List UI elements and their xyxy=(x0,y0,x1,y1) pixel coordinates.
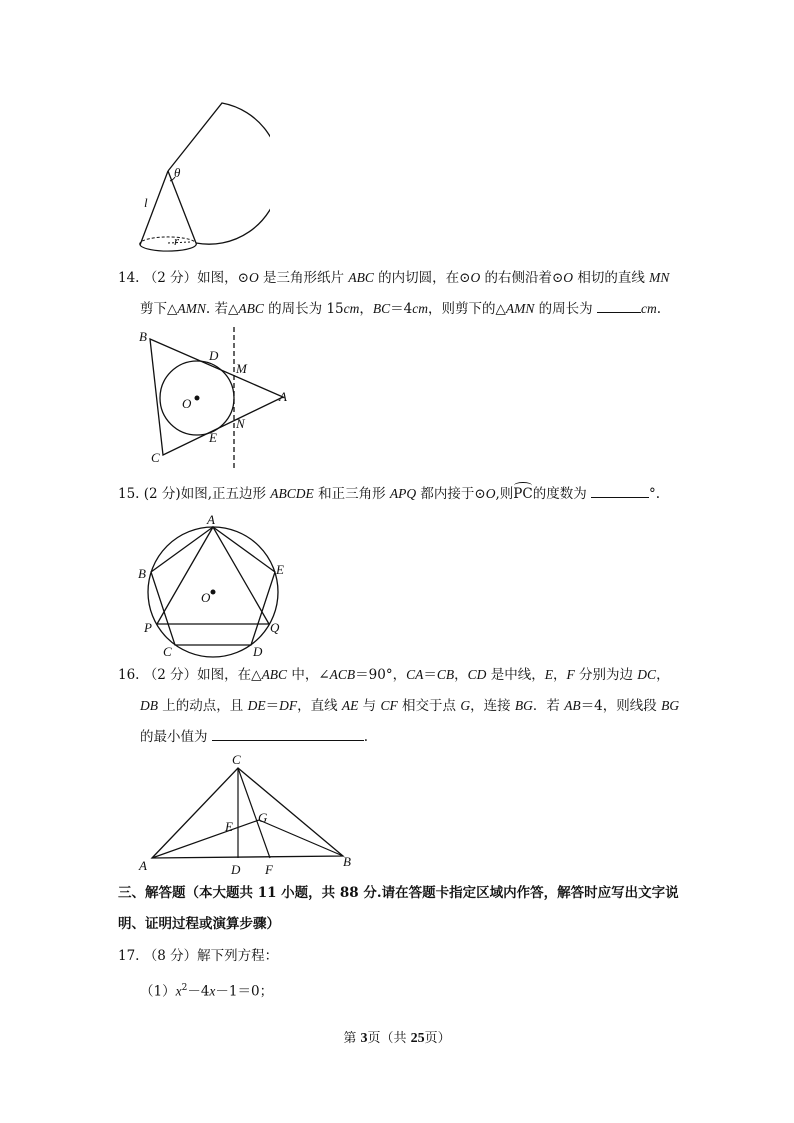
page-footer: 第 3页（共 25页） xyxy=(343,1031,451,1046)
page-number: 3 xyxy=(360,1031,368,1046)
q17-line1: 17. （8 分）解下列方程： xyxy=(118,948,279,964)
q15-line1: 15. (2 分)如图,正五边形 ABCDE 和正三角形 APQ 都内接于⊙O,则PC的度数为 °. xyxy=(118,486,661,502)
cone-base-front xyxy=(140,243,196,251)
label-A: A xyxy=(207,512,215,527)
pentagon-figure xyxy=(135,510,295,658)
section3-heading-line1: 三、解答题（本大题共 11 小题，共 88 分.请在答题卡指定区域内作答，解答时应写出文字说 xyxy=(118,885,679,901)
section3-heading-line2: 明、证明过程或演算步骤） xyxy=(118,916,280,932)
label-A: A xyxy=(279,389,287,404)
label-C: C xyxy=(151,450,160,465)
cone-base-back xyxy=(140,237,196,245)
q15-answer-blank[interactable] xyxy=(591,485,649,498)
center-dot xyxy=(195,396,200,401)
q14-number: 14. xyxy=(118,270,140,286)
label-O: O xyxy=(182,396,192,411)
q16-answer-blank[interactable] xyxy=(212,728,364,741)
right-triangle-figure xyxy=(135,750,365,880)
label-E: E xyxy=(209,430,217,445)
q16-line1: 16. （2 分）如图，在△ABC 中，∠ACB＝90°，CA＝CB，CD 是中线，E，F 分别为边 DC， xyxy=(118,667,670,683)
label-E: E xyxy=(276,562,284,577)
q16-number: 16. xyxy=(118,667,140,683)
q16-line3: 的最小值为 . xyxy=(140,729,369,745)
pentagon-ABCDE xyxy=(151,527,275,645)
triangle-ABC xyxy=(152,768,343,858)
label-C: C xyxy=(232,752,241,767)
cone-figure xyxy=(130,95,270,260)
label-G: G xyxy=(258,810,268,825)
cone-right-edge xyxy=(168,171,196,243)
label-B: B xyxy=(138,566,146,581)
arc-PC: PC xyxy=(513,486,533,502)
q15-score: (2 分) xyxy=(143,486,181,502)
q17-score: （8 分） xyxy=(143,948,198,964)
segment-BG xyxy=(259,820,343,856)
label-D: D xyxy=(231,862,241,877)
label-F: F xyxy=(265,862,273,877)
label-C: C xyxy=(163,644,172,658)
label-E: E xyxy=(225,819,233,834)
label-O: O xyxy=(201,590,211,605)
triangle-APQ xyxy=(157,527,269,624)
label-B: B xyxy=(139,329,147,344)
label-A: A xyxy=(139,858,147,873)
total-pages: 25 xyxy=(410,1031,425,1046)
q14-line1: 14. （2 分）如图，⊙O 是三角形纸片 ABC 的内切圆，在⊙O 的右侧沿着⊙O 相切的直线 MN xyxy=(118,270,670,286)
line-AE-to-G xyxy=(152,820,259,858)
label-r: r xyxy=(174,233,180,248)
incircle-figure xyxy=(135,325,295,470)
q16-line2: DB 上的动点，且 DE＝DF，直线 AE 与 CF 相交于点 G，连接 BG．若 AB＝4，则线段 BG xyxy=(140,698,680,714)
label-theta: θ xyxy=(174,165,181,180)
q17-part1: $(1)x^2-4x-1=0$； xyxy=(140,983,274,1000)
q14-answer-blank[interactable] xyxy=(597,300,641,313)
label-M: M xyxy=(236,361,247,376)
q14-line2: 剪下△AMN. 若△ABC 的周长为 15cm，BC＝4cm，则剪下的△AMN 的周长为 cm. xyxy=(140,301,662,317)
sector-outline xyxy=(168,103,270,244)
label-N: N xyxy=(236,416,245,431)
q15-number: 15. xyxy=(118,486,140,502)
q14-score: （2 分） xyxy=(143,270,198,286)
label-B: B xyxy=(343,854,351,869)
center-dot xyxy=(211,590,216,595)
q16-score: （2 分） xyxy=(143,667,198,683)
q17-number: 17. xyxy=(118,948,140,964)
label-Q: Q xyxy=(270,620,280,635)
label-D: D xyxy=(253,644,263,658)
label-l: l xyxy=(144,195,148,210)
label-P: P xyxy=(144,620,152,635)
label-D: D xyxy=(209,348,219,363)
